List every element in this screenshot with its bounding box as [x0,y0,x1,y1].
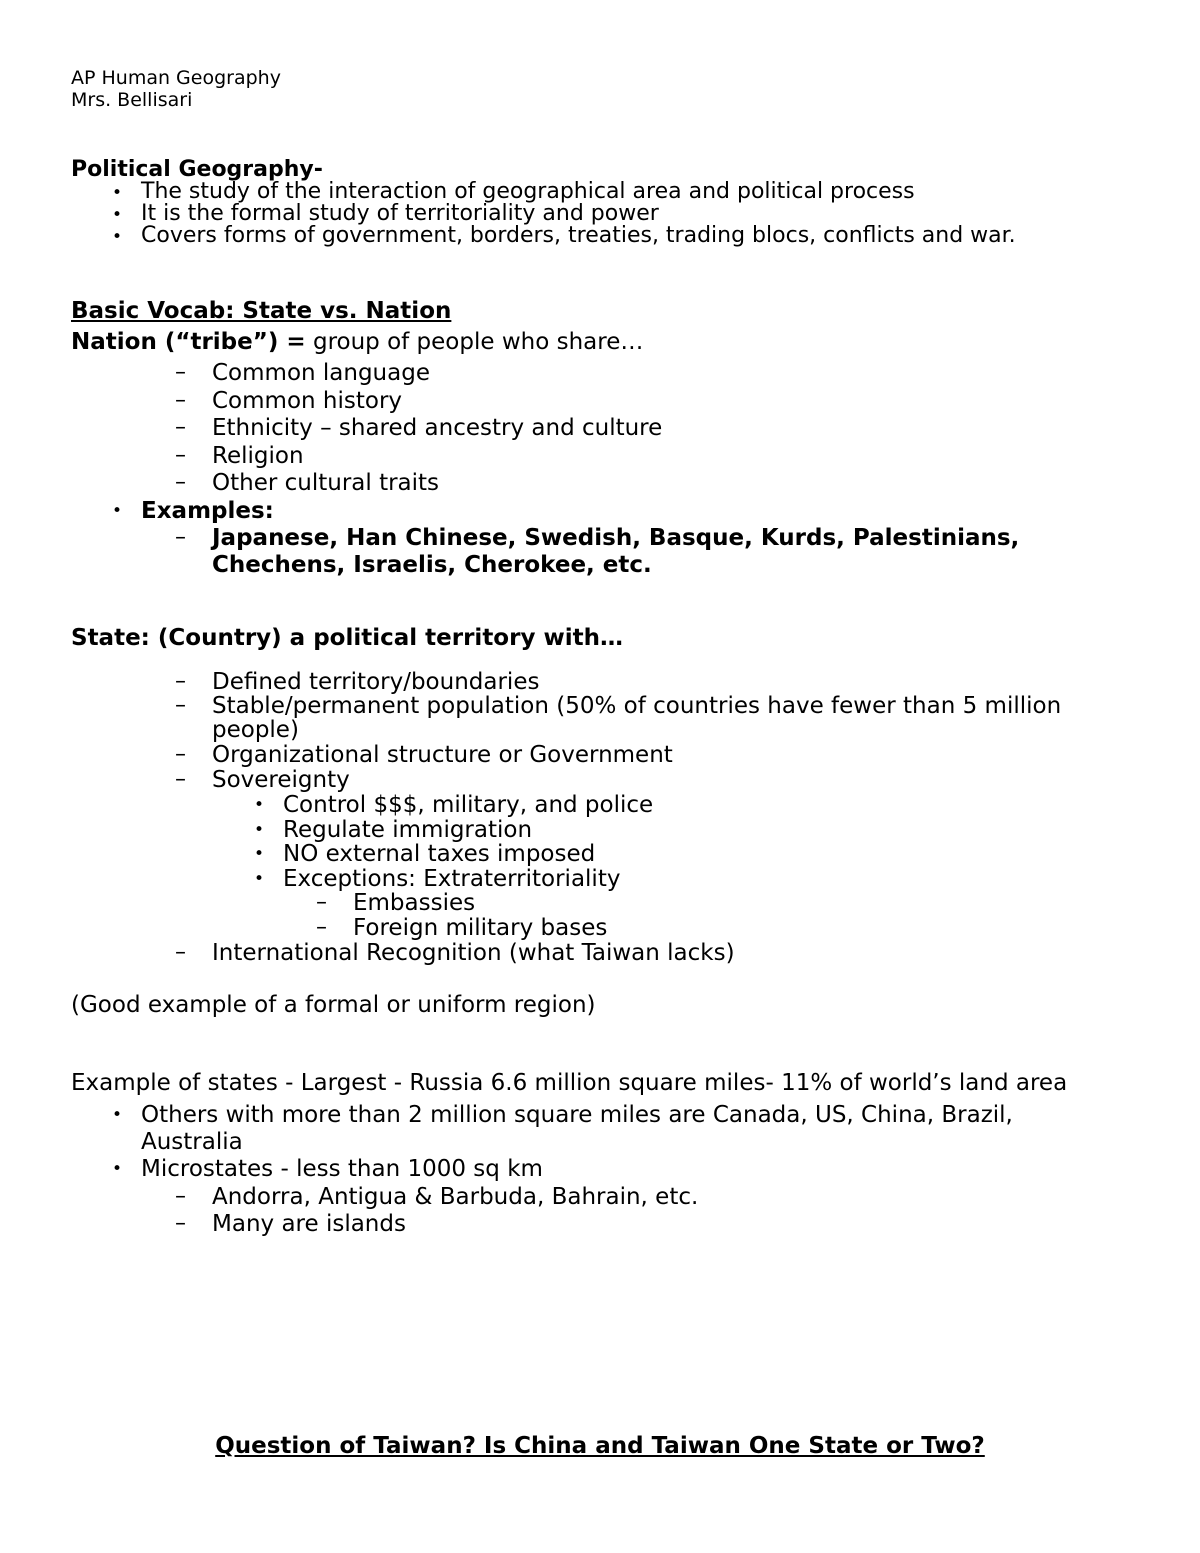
bullet-icon: • [254,844,265,864]
dash-icon: – [175,470,186,495]
pg-bullet-3: Covers forms of government, borders, treaties, trading blocs, conflicts and war. [141,223,1016,248]
dash-icon: – [175,1184,186,1209]
state-criterion: Sovereignty [212,767,350,793]
large-states-line-2: Australia [141,1129,243,1155]
sovereignty-point: Regulate immigration [283,817,533,843]
nation-trait: Common history [212,388,403,414]
nation-examples-line-1: Japanese, Han Chinese, Swedish, Basque, Kurds, Palestinians, [212,525,1020,551]
political-geography-heading: Political Geography- [71,157,323,182]
course-title: AP Human Geography [71,67,281,89]
nation-definition-text: group of people who share… [305,329,644,355]
teacher-name: Mrs. Bellisari [71,89,193,111]
nation-definition [71,328,643,356]
state-heading: State: (Country) a political territory with… [71,625,623,651]
pg-bullet-1: The study of the interaction of geographical area and political process [141,179,915,204]
state-criterion-continued: people) [212,717,299,743]
dash-icon: – [175,742,186,767]
bullet-icon: • [112,227,123,247]
basic-vocab-heading: Basic Vocab: State vs. Nation [71,298,452,324]
microstate-point: Many are islands [212,1211,406,1237]
state-criterion: Organizational structure or Government [212,742,673,768]
dash-icon: – [175,693,186,718]
nation-examples-line-2: Chechens, Israelis, Cherokee, etc. [212,552,652,578]
bullet-icon: • [112,1159,123,1179]
dash-icon: – [175,525,186,550]
extraterritoriality-example: Embassies [353,890,476,916]
dash-icon: – [175,1211,186,1236]
microstates: Microstates - less than 1000 sq km [141,1156,543,1182]
state-criterion: Stable/permanent population (50% of countries have fewer than 5 million [212,693,1062,719]
dash-icon: – [175,767,186,792]
microstate-point: Andorra, Antigua & Barbuda, Bahrain, etc. [212,1184,699,1210]
dash-icon: – [175,388,186,413]
examples-label: Examples: [141,498,274,524]
international-recognition: International Recognition (what Taiwan lacks) [212,940,735,966]
bullet-icon: • [254,795,265,815]
large-states-line-1: Others with more than 2 million square miles are Canada, US, China, Brazil, [141,1102,1013,1128]
nation-trait: Religion [212,443,304,469]
dash-icon: – [175,443,186,468]
dash-icon: – [316,890,327,915]
taiwan-question: Question of Taiwan? Is China and Taiwan One State or Two? [215,1433,985,1459]
bullet-icon: • [112,1105,123,1125]
region-note: (Good example of a formal or uniform region) [71,992,596,1018]
dash-icon: – [175,415,186,440]
nation-term: Nation (“tribe”) = [71,329,306,355]
bullet-icon: • [254,869,265,889]
dash-icon: – [175,940,186,965]
state-examples-intro: Example of states - Largest - Russia 6.6 million square miles- 11% of world’s land area [71,1070,1068,1096]
sovereignty-point: Control $$$, military, and police [283,792,654,818]
bullet-icon: • [112,205,123,225]
bullet-icon: • [112,183,123,203]
nation-trait: Ethnicity – shared ancestry and culture [212,415,663,441]
extraterritoriality-example: Foreign military bases [353,915,608,941]
nation-trait: Common language [212,360,430,386]
sovereignty-point: Exceptions: Extraterritoriality [283,866,621,892]
sovereignty-point: NO external taxes imposed [283,841,596,867]
state-criterion: Defined territory/boundaries [212,669,540,695]
pg-bullet-2: It is the formal study of territoriality and power [141,201,659,226]
bullet-icon: • [254,820,265,840]
bullet-icon: • [112,501,123,521]
dash-icon: – [175,360,186,385]
dash-icon: – [316,915,327,940]
dash-icon: – [175,669,186,694]
nation-trait: Other cultural traits [212,470,440,496]
